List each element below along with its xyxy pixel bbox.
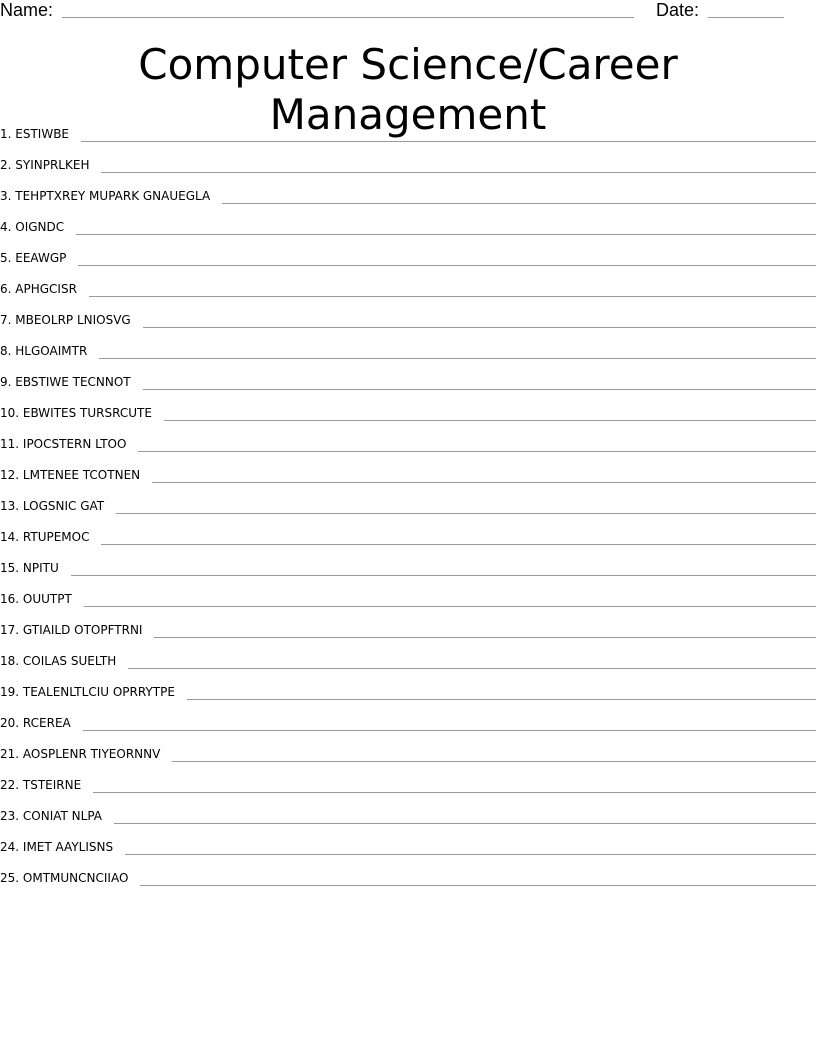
- list-item: [0, 391, 816, 422]
- list-item: [0, 856, 816, 887]
- name-field-line[interactable]: [62, 17, 634, 18]
- scrambled-word-label: 5. EEAWGP: [0, 251, 67, 265]
- scrambled-word-label: 11. IPOCSTERN LTOO: [0, 437, 127, 451]
- answer-line[interactable]: [154, 621, 816, 638]
- scrambled-word-label: 23. CONIAT NLPA: [0, 809, 102, 823]
- list-item: [0, 422, 816, 453]
- answer-line[interactable]: [143, 311, 816, 328]
- scrambled-word-label: 18. COILAS SUELTH: [0, 654, 117, 668]
- scrambled-word-label: 6. APHGCISR: [0, 282, 77, 296]
- scrambled-word-label: 7. MBEOLRP LNIOSVG: [0, 313, 131, 327]
- answer-line[interactable]: [81, 125, 816, 142]
- answer-line[interactable]: [116, 497, 816, 514]
- scrambled-word-label: 15. NPITU: [0, 561, 59, 575]
- scrambled-word-label: 14. RTUPEMOC: [0, 530, 90, 544]
- date-label: Date:: [656, 0, 700, 20]
- scrambled-word-label: 10. EBWITES TURSRCUTE: [0, 406, 152, 420]
- scrambled-word-label: 2. SYINPRLKEH: [0, 158, 90, 172]
- answer-line[interactable]: [222, 187, 816, 204]
- answer-line[interactable]: [71, 559, 816, 576]
- list-item: [0, 236, 816, 267]
- scrambled-word-label: 25. OMTMUNCNCIIAO: [0, 871, 129, 885]
- answer-line[interactable]: [78, 249, 816, 266]
- answer-line[interactable]: [128, 652, 816, 669]
- answer-line[interactable]: [84, 590, 816, 607]
- scrambled-word-label: 16. OUUTPT: [0, 592, 72, 606]
- list-item: [0, 112, 816, 143]
- answer-line[interactable]: [187, 683, 816, 700]
- page-title: Computer Science/Career Management: [138, 40, 678, 139]
- answer-line[interactable]: [164, 404, 816, 421]
- scrambled-word-label: 4. OIGNDC: [0, 220, 65, 234]
- list-item: [0, 825, 816, 856]
- answer-line[interactable]: [114, 807, 816, 824]
- answer-line[interactable]: [101, 156, 816, 173]
- answer-line[interactable]: [101, 528, 816, 545]
- answer-line[interactable]: [76, 218, 816, 235]
- answer-line[interactable]: [89, 280, 816, 297]
- answer-line[interactable]: [93, 776, 816, 793]
- list-item: [0, 763, 816, 794]
- list-item: [0, 546, 816, 577]
- list-item: [0, 515, 816, 546]
- list-item: [0, 670, 816, 701]
- answer-line[interactable]: [152, 466, 816, 483]
- name-label: Name:: [0, 0, 54, 20]
- list-item: [0, 453, 816, 484]
- answer-line[interactable]: [125, 838, 816, 855]
- list-item: [0, 577, 816, 608]
- scramble-word-list: [0, 112, 816, 887]
- scrambled-word-label: 8. HLGOAIMTR: [0, 344, 88, 358]
- date-field-line[interactable]: [708, 17, 784, 18]
- list-item: [0, 143, 816, 174]
- list-item: [0, 639, 816, 670]
- scrambled-word-label: 9. EBSTIWE TECNNOT: [0, 375, 131, 389]
- scrambled-word-label: 13. LOGSNIC GAT: [0, 499, 105, 513]
- list-item: [0, 298, 816, 329]
- answer-line[interactable]: [172, 745, 816, 762]
- scrambled-word-label: 19. TEALENLTLCIU OPRRYTPE: [0, 685, 175, 699]
- list-item: [0, 701, 816, 732]
- list-item: [0, 174, 816, 205]
- scrambled-word-label: 20. RCEREA: [0, 716, 71, 730]
- list-item: [0, 484, 816, 515]
- answer-line[interactable]: [99, 342, 816, 359]
- scrambled-word-label: 22. TSTEIRNE: [0, 778, 82, 792]
- list-item: [0, 360, 816, 391]
- list-item: [0, 329, 816, 360]
- scrambled-word-label: 12. LMTENEE TCOTNEN: [0, 468, 141, 482]
- scrambled-word-label: 24. IMET AAYLISNS: [0, 840, 114, 854]
- list-item: [0, 205, 816, 236]
- list-item: [0, 794, 816, 825]
- answer-line[interactable]: [140, 869, 816, 886]
- worksheet-header: [0, 0, 816, 22]
- list-item: [0, 608, 816, 639]
- list-item: [0, 732, 816, 763]
- scrambled-word-label: 1. ESTIWBE: [0, 127, 70, 141]
- answer-line[interactable]: [83, 714, 816, 731]
- scrambled-word-label: 21. AOSPLENR TIYEORNNV: [0, 747, 161, 761]
- scrambled-word-label: 3. TEHPTXREY MUPARK GNAUEGLA: [0, 189, 211, 203]
- list-item: [0, 267, 816, 298]
- scrambled-word-label: 17. GTIAILD OTOPFTRNI: [0, 623, 143, 637]
- answer-line[interactable]: [143, 373, 816, 390]
- answer-line[interactable]: [138, 435, 816, 452]
